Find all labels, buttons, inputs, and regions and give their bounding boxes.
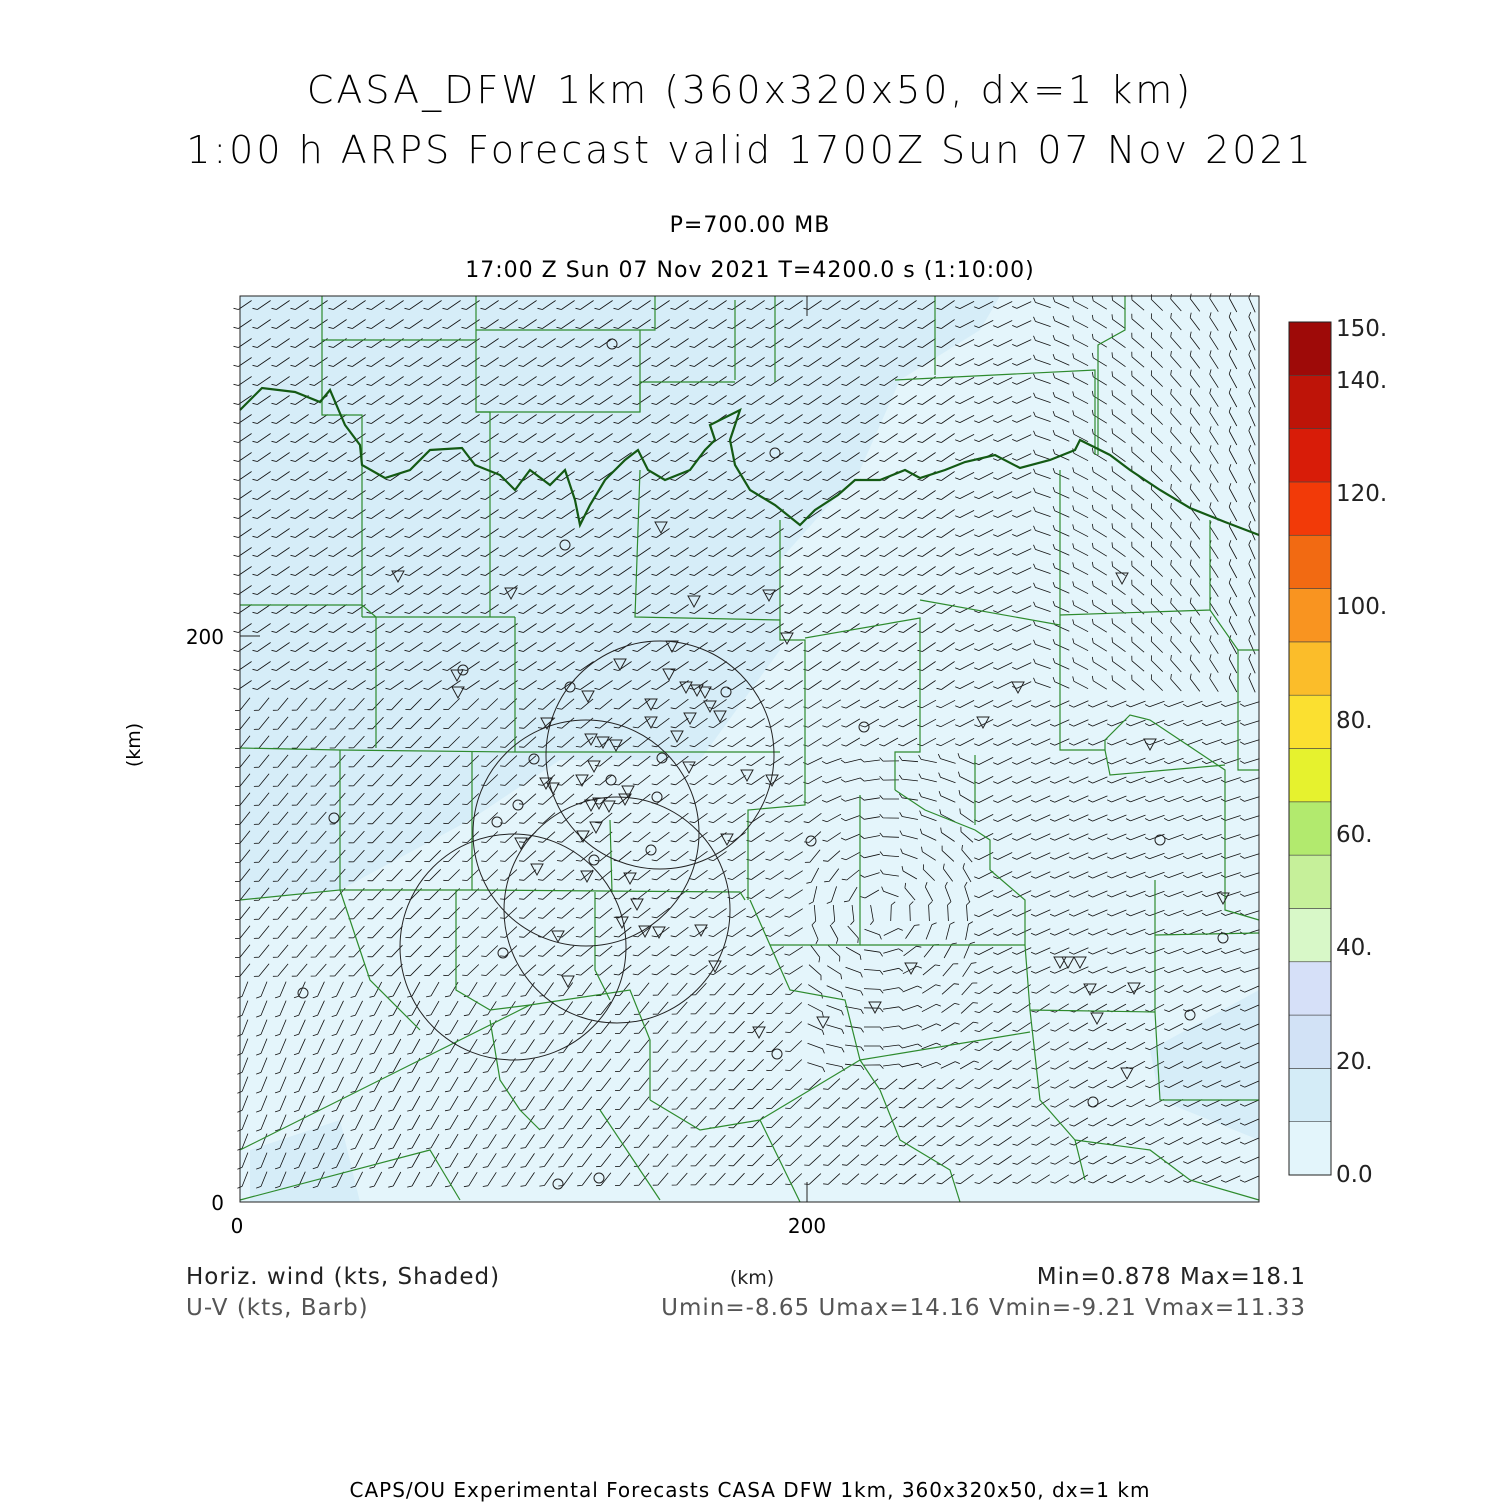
colorbar-segment bbox=[1289, 1015, 1331, 1068]
x-tick-label-200: 200 bbox=[787, 1214, 827, 1238]
colorbar-segment bbox=[1289, 589, 1331, 642]
colorbar-segment bbox=[1289, 535, 1331, 588]
colorbar-label: 20. bbox=[1336, 1049, 1373, 1075]
colorbar-segment bbox=[1289, 749, 1331, 802]
colorbar-segment bbox=[1289, 482, 1331, 535]
colorbar-label: 150. bbox=[1336, 316, 1388, 342]
chart-title-line2: 1:00 h ARPS Forecast valid 1700Z Sun 07 Nov 2021 bbox=[186, 128, 1314, 172]
colorbar-segment bbox=[1289, 802, 1331, 855]
colorbar-label: 140. bbox=[1336, 368, 1388, 394]
colorbar bbox=[1289, 322, 1331, 1175]
colorbar-segment bbox=[1289, 1122, 1331, 1175]
x-axis-label: (km) bbox=[729, 1267, 775, 1289]
colorbar-label: 60. bbox=[1336, 822, 1373, 848]
x-tick-label-0: 0 bbox=[230, 1214, 244, 1238]
min-max-label: Min=0.878 Max=18.1 bbox=[1036, 1264, 1306, 1290]
colorbar-segment bbox=[1289, 642, 1331, 695]
barb-field-label: U-V (kts, Barb) bbox=[186, 1295, 369, 1321]
colorbar-segment bbox=[1289, 322, 1331, 375]
colorbar-segment bbox=[1289, 695, 1331, 748]
chart-title-line1: CASA_DFW 1km (360x320x50, dx=1 km) bbox=[306, 68, 1194, 112]
y-tick-label-200: 200 bbox=[185, 625, 224, 649]
pressure-level-label: P=700.00 MB bbox=[669, 213, 831, 238]
colorbar-labels bbox=[1336, 316, 1387, 1188]
colorbar-label: 0.0 bbox=[1336, 1162, 1373, 1188]
colorbar-label: 80. bbox=[1336, 708, 1373, 734]
colorbar-segment bbox=[1289, 962, 1331, 1015]
valid-time-label: 17:00 Z Sun 07 Nov 2021 T=4200.0 s (1:10:00) bbox=[465, 258, 1035, 283]
colorbar-segment bbox=[1289, 855, 1331, 908]
y-axis-label: (km) bbox=[123, 722, 145, 768]
colorbar-segment bbox=[1289, 429, 1331, 482]
footer-credit: CAPS/OU Experimental Forecasts CASA DFW 1km, 360x320x50, dx=1 km bbox=[349, 1478, 1151, 1502]
colorbar-segment bbox=[1289, 1068, 1331, 1121]
colorbar-label: 120. bbox=[1336, 481, 1388, 507]
colorbar-label: 100. bbox=[1336, 594, 1388, 620]
colorbar-segment bbox=[1289, 908, 1331, 961]
y-tick-label-0: 0 bbox=[211, 1191, 224, 1215]
colorbar-segment bbox=[1289, 375, 1331, 428]
uv-stats-label: Umin=-8.65 Umax=14.16 Vmin=-9.21 Vmax=11.33 bbox=[661, 1295, 1306, 1321]
shaded-field-label: Horiz. wind (kts, Shaded) bbox=[186, 1264, 501, 1290]
colorbar-label: 40. bbox=[1336, 935, 1373, 961]
